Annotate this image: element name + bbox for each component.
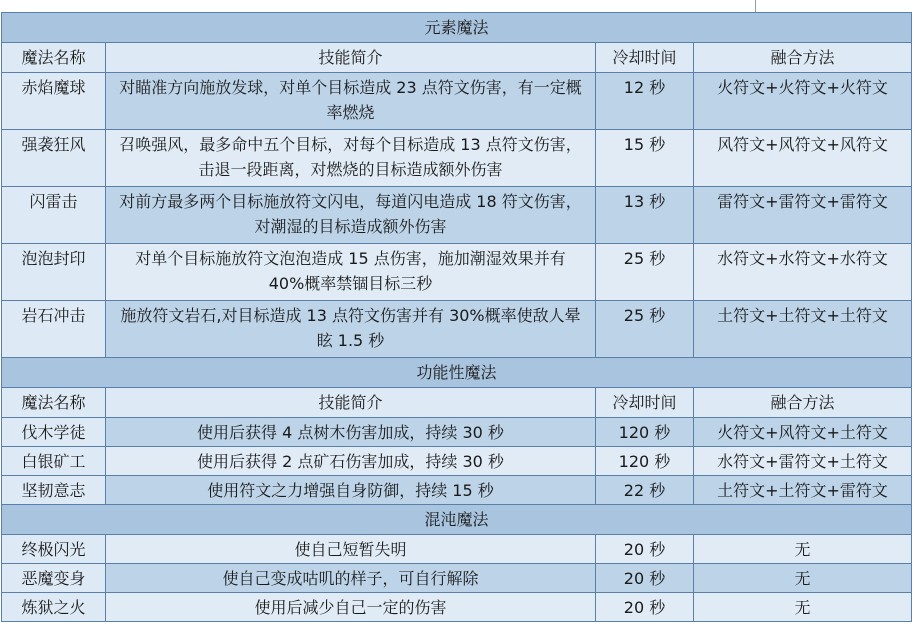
table-row	[2, 564, 912, 593]
header-name: 魔法名称	[2, 43, 106, 73]
spell-cooldown: 13 秒	[596, 187, 694, 244]
table-row	[2, 130, 912, 187]
spell-fusion: 无	[694, 593, 912, 622]
spell-desc: 对瞄准方向施放发球，对单个目标造成 23 点符文伤害，有一定概率燃烧	[106, 73, 596, 130]
spell-name: 白银矿工	[2, 447, 106, 476]
spell-name: 坚韧意志	[2, 476, 106, 505]
spell-desc: 使自己短暂失明	[106, 535, 596, 564]
header-row	[2, 43, 912, 73]
spell-desc: 使用后获得 2 点矿石伤害加成，持续 30 秒	[106, 447, 596, 476]
spell-desc: 召唤强风，最多命中五个目标，对每个目标造成 13 点符文伤害，击退一段距离，对燃烧的目标造成额外伤害	[106, 130, 596, 187]
magic-table	[1, 12, 912, 622]
spell-name: 伐木学徒	[2, 418, 106, 447]
table-row	[2, 187, 912, 244]
table-row	[2, 593, 912, 622]
spell-cooldown: 20 秒	[596, 593, 694, 622]
section-title: 元素魔法	[2, 13, 912, 43]
spell-name: 岩石冲击	[2, 301, 106, 358]
table-row	[2, 476, 912, 505]
header-fusion: 融合方法	[694, 388, 912, 418]
top-margin-strip	[0, 0, 919, 12]
header-fusion: 融合方法	[694, 43, 912, 73]
spell-fusion: 无	[694, 535, 912, 564]
spell-fusion: 无	[694, 564, 912, 593]
spell-cooldown: 25 秒	[596, 301, 694, 358]
table-row	[2, 447, 912, 476]
spell-desc: 施放符文岩石,对目标造成 13 点符文伤害并有 30%概率使敌人晕眩 1.5 秒	[106, 301, 596, 358]
spell-cooldown: 120 秒	[596, 418, 694, 447]
table-row	[2, 535, 912, 564]
spell-desc: 使自己变成咕叽的样子，可自行解除	[106, 564, 596, 593]
spell-desc: 使用后获得 4 点树木伤害加成，持续 30 秒	[106, 418, 596, 447]
spell-fusion: 火符文+火符文+火符文	[694, 73, 912, 130]
section-title-row	[2, 505, 912, 535]
spell-desc: 对前方最多两个目标施放符文闪电，每道闪电造成 18 符文伤害，对潮湿的目标造成额外伤害	[106, 187, 596, 244]
table-row	[2, 73, 912, 130]
spell-fusion: 水符文+水符文+水符文	[694, 244, 912, 301]
spell-fusion: 土符文+土符文+土符文	[694, 301, 912, 358]
section-title: 功能性魔法	[2, 358, 912, 388]
header-cooldown: 冷却时间	[596, 43, 694, 73]
spell-cooldown: 25 秒	[596, 244, 694, 301]
spell-cooldown: 20 秒	[596, 535, 694, 564]
section-title-row	[2, 358, 912, 388]
spell-fusion: 雷符文+雷符文+雷符文	[694, 187, 912, 244]
table-row	[2, 418, 912, 447]
header-name: 魔法名称	[2, 388, 106, 418]
spell-fusion: 风符文+风符文+风符文	[694, 130, 912, 187]
spell-desc: 使用符文之力增强自身防御，持续 15 秒	[106, 476, 596, 505]
spell-name: 赤焰魔球	[2, 73, 106, 130]
spell-name: 泡泡封印	[2, 244, 106, 301]
page-edge-mark	[755, 0, 756, 12]
spell-name: 闪雷击	[2, 187, 106, 244]
spell-name: 终极闪光	[2, 535, 106, 564]
section-title-row	[2, 13, 912, 43]
header-desc: 技能简介	[106, 43, 596, 73]
spell-name: 强袭狂风	[2, 130, 106, 187]
spell-name: 炼狱之火	[2, 593, 106, 622]
spell-fusion: 火符文+风符文+土符文	[694, 418, 912, 447]
header-cooldown: 冷却时间	[596, 388, 694, 418]
spell-cooldown: 20 秒	[596, 564, 694, 593]
spell-desc: 对单个目标施放符文泡泡造成 15 点伤害，施加潮湿效果并有 40%概率禁锢目标三秒	[106, 244, 596, 301]
spell-desc: 使用后减少自己一定的伤害	[106, 593, 596, 622]
table-row	[2, 244, 912, 301]
spell-fusion: 土符文+土符文+雷符文	[694, 476, 912, 505]
spell-fusion: 水符文+雷符文+土符文	[694, 447, 912, 476]
header-desc: 技能简介	[106, 388, 596, 418]
spell-cooldown: 22 秒	[596, 476, 694, 505]
spell-name: 恶魔变身	[2, 564, 106, 593]
spell-cooldown: 15 秒	[596, 130, 694, 187]
spell-cooldown: 12 秒	[596, 73, 694, 130]
spell-cooldown: 120 秒	[596, 447, 694, 476]
section-title: 混沌魔法	[2, 505, 912, 535]
table-row	[2, 301, 912, 358]
header-row	[2, 388, 912, 418]
